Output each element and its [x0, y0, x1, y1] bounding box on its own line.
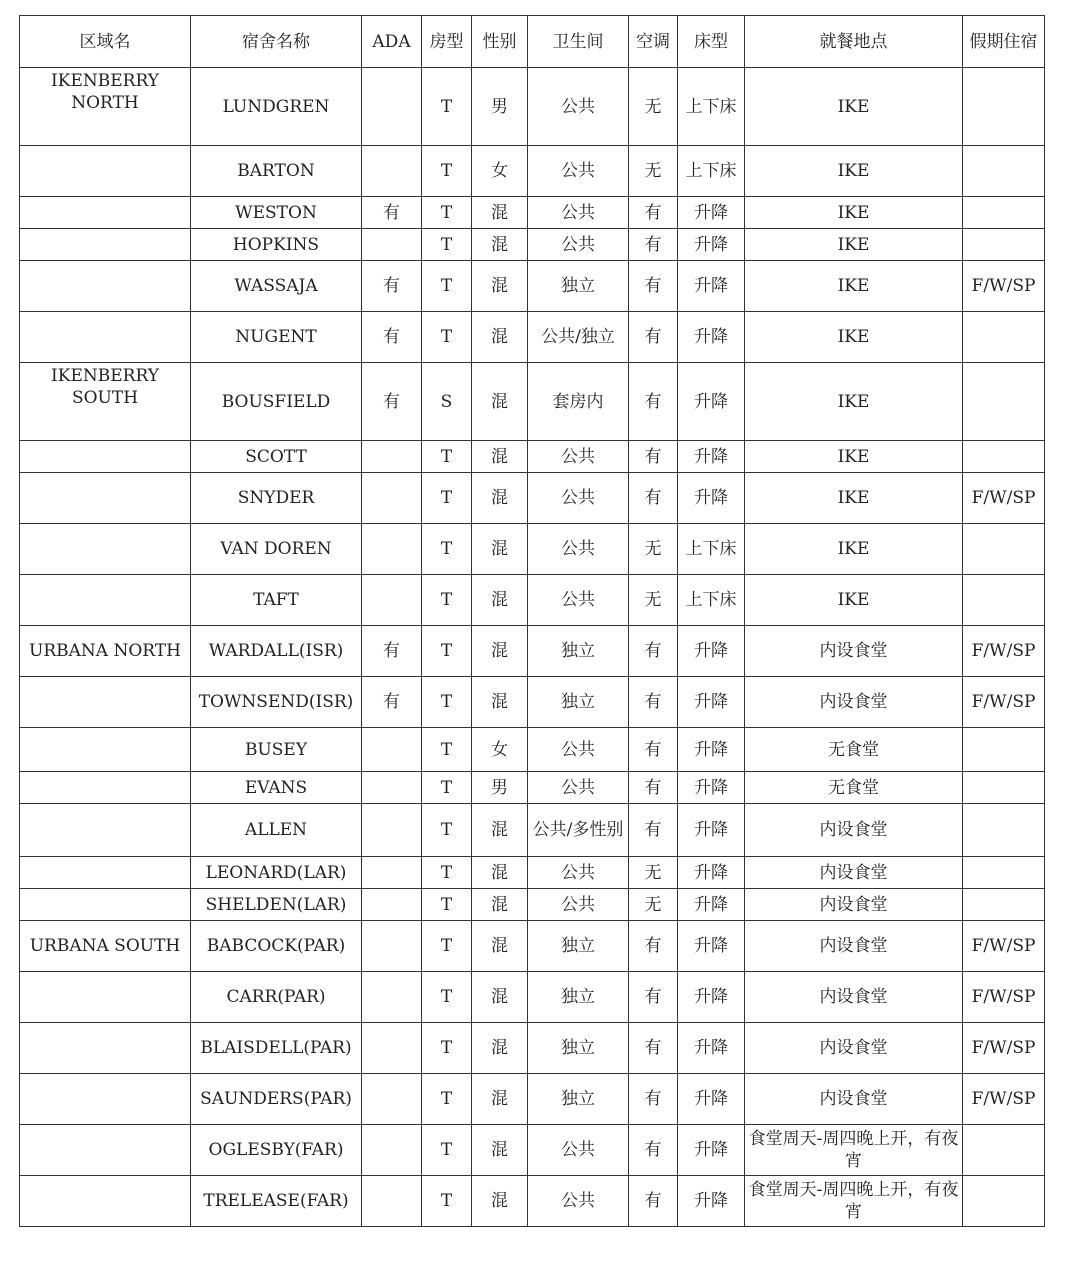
room-type-cell: T [422, 804, 472, 857]
dining-cell: 内设食堂 [745, 889, 963, 921]
ada-cell [362, 1125, 422, 1176]
bed-type-cell: 上下床 [678, 68, 745, 146]
room-type-cell: T [422, 772, 472, 804]
gender-cell: 混 [472, 363, 528, 441]
ada-cell [362, 575, 422, 626]
header-ada: ADA [362, 16, 422, 68]
table-row [20, 524, 1045, 575]
gender-cell: 混 [472, 626, 528, 677]
dorm-name-cell: BOUSFIELD [191, 363, 362, 441]
ada-cell [362, 146, 422, 197]
ada-cell [362, 1176, 422, 1227]
dorm-name-cell: TOWNSEND(ISR) [191, 677, 362, 728]
holiday-cell: F/W/SP [963, 921, 1045, 972]
dining-cell: IKE [745, 441, 963, 473]
ac-cell: 有 [629, 677, 678, 728]
bed-type-cell: 升降 [678, 728, 745, 772]
dining-cell: 内设食堂 [745, 1074, 963, 1125]
ac-cell: 有 [629, 1125, 678, 1176]
ac-cell: 无 [629, 575, 678, 626]
dormitory-table [19, 15, 1045, 1227]
holiday-cell [963, 728, 1045, 772]
table-row [20, 1074, 1045, 1125]
gender-cell: 混 [472, 921, 528, 972]
ac-cell: 有 [629, 363, 678, 441]
gender-cell: 混 [472, 857, 528, 889]
room-type-cell: T [422, 575, 472, 626]
region-cell [20, 146, 191, 197]
dorm-name-cell: BABCOCK(PAR) [191, 921, 362, 972]
bed-type-cell: 升降 [678, 312, 745, 363]
table-body [20, 68, 1045, 1227]
bathroom-cell: 套房内 [528, 363, 629, 441]
room-type-cell: T [422, 1023, 472, 1074]
bathroom-cell: 公共 [528, 146, 629, 197]
bed-type-cell: 升降 [678, 363, 745, 441]
bed-type-cell: 升降 [678, 857, 745, 889]
bathroom-cell: 公共 [528, 68, 629, 146]
holiday-cell [963, 312, 1045, 363]
region-cell [20, 1176, 191, 1227]
dorm-name-cell: BUSEY [191, 728, 362, 772]
holiday-cell: F/W/SP [963, 261, 1045, 312]
room-type-cell: T [422, 197, 472, 229]
gender-cell: 混 [472, 677, 528, 728]
bathroom-cell: 独立 [528, 1074, 629, 1125]
region-cell: URBANA SOUTH [20, 921, 191, 972]
bed-type-cell: 升降 [678, 197, 745, 229]
bathroom-cell: 公共 [528, 473, 629, 524]
region-cell [20, 312, 191, 363]
table-row [20, 1125, 1045, 1176]
dining-cell: IKE [745, 146, 963, 197]
region-cell [20, 441, 191, 473]
region-cell [20, 857, 191, 889]
ada-cell [362, 889, 422, 921]
dorm-name-cell: NUGENT [191, 312, 362, 363]
gender-cell: 混 [472, 441, 528, 473]
bathroom-cell: 公共 [528, 197, 629, 229]
gender-cell: 混 [472, 1023, 528, 1074]
table-row [20, 889, 1045, 921]
gender-cell: 混 [472, 261, 528, 312]
bathroom-cell: 公共 [528, 772, 629, 804]
ac-cell: 有 [629, 1176, 678, 1227]
region-cell [20, 728, 191, 772]
ac-cell: 无 [629, 524, 678, 575]
ada-cell: 有 [362, 312, 422, 363]
bed-type-cell: 上下床 [678, 146, 745, 197]
gender-cell: 混 [472, 1125, 528, 1176]
region-cell [20, 972, 191, 1023]
bed-type-cell: 升降 [678, 473, 745, 524]
bathroom-cell: 公共 [528, 229, 629, 261]
table-row [20, 441, 1045, 473]
ac-cell: 无 [629, 889, 678, 921]
gender-cell: 混 [472, 473, 528, 524]
gender-cell: 混 [472, 889, 528, 921]
region-cell [20, 229, 191, 261]
ada-cell [362, 728, 422, 772]
dorm-name-cell: SCOTT [191, 441, 362, 473]
bed-type-cell: 升降 [678, 626, 745, 677]
ac-cell: 有 [629, 441, 678, 473]
holiday-cell [963, 804, 1045, 857]
region-cell: IKENBERRY NORTH [20, 68, 191, 146]
bathroom-cell: 公共/多性别 [528, 804, 629, 857]
table-row [20, 1023, 1045, 1074]
gender-cell: 女 [472, 728, 528, 772]
room-type-cell: T [422, 441, 472, 473]
table-row [20, 772, 1045, 804]
gender-cell: 混 [472, 1074, 528, 1125]
table-row [20, 804, 1045, 857]
ada-cell [362, 473, 422, 524]
dorm-name-cell: WESTON [191, 197, 362, 229]
holiday-cell [963, 575, 1045, 626]
bathroom-cell: 公共 [528, 524, 629, 575]
ada-cell [362, 972, 422, 1023]
dining-cell: IKE [745, 229, 963, 261]
holiday-cell [963, 229, 1045, 261]
bathroom-cell: 独立 [528, 261, 629, 312]
bed-type-cell: 升降 [678, 1176, 745, 1227]
table-row [20, 261, 1045, 312]
holiday-cell: F/W/SP [963, 1023, 1045, 1074]
dorm-name-cell: CARR(PAR) [191, 972, 362, 1023]
ac-cell: 有 [629, 626, 678, 677]
region-cell [20, 473, 191, 524]
dorm-name-cell: BARTON [191, 146, 362, 197]
region-cell [20, 677, 191, 728]
dorm-name-cell: TRELEASE(FAR) [191, 1176, 362, 1227]
region-cell [20, 804, 191, 857]
dining-cell: 食堂周天-周四晚上开，有夜宵 [745, 1125, 963, 1176]
holiday-cell: F/W/SP [963, 677, 1045, 728]
dorm-name-cell: WARDALL(ISR) [191, 626, 362, 677]
bed-type-cell: 升降 [678, 1023, 745, 1074]
ada-cell: 有 [362, 261, 422, 312]
room-type-cell: T [422, 146, 472, 197]
bathroom-cell: 公共 [528, 728, 629, 772]
region-cell [20, 1023, 191, 1074]
region-cell [20, 772, 191, 804]
ac-cell: 有 [629, 229, 678, 261]
ada-cell [362, 229, 422, 261]
ada-cell: 有 [362, 363, 422, 441]
holiday-cell [963, 68, 1045, 146]
ada-cell: 有 [362, 626, 422, 677]
dorm-name-cell: BLAISDELL(PAR) [191, 1023, 362, 1074]
room-type-cell: S [422, 363, 472, 441]
gender-cell: 混 [472, 524, 528, 575]
holiday-cell [963, 524, 1045, 575]
holiday-cell [963, 1125, 1045, 1176]
holiday-cell: F/W/SP [963, 473, 1045, 524]
header-air-conditioning: 空调 [629, 16, 678, 68]
table-row [20, 229, 1045, 261]
dining-cell: IKE [745, 261, 963, 312]
ada-cell [362, 524, 422, 575]
room-type-cell: T [422, 68, 472, 146]
gender-cell: 男 [472, 772, 528, 804]
ac-cell: 无 [629, 146, 678, 197]
dorm-name-cell: TAFT [191, 575, 362, 626]
bathroom-cell: 独立 [528, 1023, 629, 1074]
ada-cell [362, 804, 422, 857]
holiday-cell: F/W/SP [963, 972, 1045, 1023]
region-cell [20, 575, 191, 626]
table-row [20, 68, 1045, 146]
dorm-name-cell: EVANS [191, 772, 362, 804]
dining-cell: 食堂周天-周四晚上开，有夜宵 [745, 1176, 963, 1227]
region-cell [20, 524, 191, 575]
region-cell [20, 261, 191, 312]
ada-cell [362, 857, 422, 889]
region-cell: IKENBERRY SOUTH [20, 363, 191, 441]
dorm-name-cell: VAN DOREN [191, 524, 362, 575]
bathroom-cell: 公共 [528, 889, 629, 921]
holiday-cell [963, 146, 1045, 197]
bed-type-cell: 上下床 [678, 575, 745, 626]
header-dining: 就餐地点 [745, 16, 963, 68]
gender-cell: 女 [472, 146, 528, 197]
region-cell [20, 197, 191, 229]
dining-cell: 内设食堂 [745, 921, 963, 972]
room-type-cell: T [422, 261, 472, 312]
holiday-cell: F/W/SP [963, 626, 1045, 677]
gender-cell: 混 [472, 575, 528, 626]
ac-cell: 有 [629, 728, 678, 772]
header-region: 区域名 [20, 16, 191, 68]
bed-type-cell: 升降 [678, 1125, 745, 1176]
gender-cell: 混 [472, 312, 528, 363]
holiday-cell [963, 772, 1045, 804]
dorm-name-cell: OGLESBY(FAR) [191, 1125, 362, 1176]
room-type-cell: T [422, 677, 472, 728]
dining-cell: IKE [745, 68, 963, 146]
ada-cell [362, 772, 422, 804]
bathroom-cell: 公共/独立 [528, 312, 629, 363]
room-type-cell: T [422, 889, 472, 921]
header-row [20, 16, 1045, 68]
bed-type-cell: 升降 [678, 921, 745, 972]
bed-type-cell: 升降 [678, 441, 745, 473]
ac-cell: 有 [629, 1074, 678, 1125]
dining-cell: 内设食堂 [745, 804, 963, 857]
gender-cell: 混 [472, 804, 528, 857]
table-row [20, 921, 1045, 972]
holiday-cell [963, 1176, 1045, 1227]
ac-cell: 有 [629, 312, 678, 363]
ac-cell: 有 [629, 197, 678, 229]
header-dorm-name: 宿舍名称 [191, 16, 362, 68]
dorm-name-cell: ALLEN [191, 804, 362, 857]
region-cell [20, 1125, 191, 1176]
table-row [20, 575, 1045, 626]
dining-cell: 内设食堂 [745, 677, 963, 728]
holiday-cell [963, 363, 1045, 441]
dining-cell: IKE [745, 575, 963, 626]
ada-cell: 有 [362, 197, 422, 229]
dining-cell: 内设食堂 [745, 857, 963, 889]
header-bed-type: 床型 [678, 16, 745, 68]
ac-cell: 有 [629, 972, 678, 1023]
dining-cell: IKE [745, 363, 963, 441]
bed-type-cell: 升降 [678, 1074, 745, 1125]
holiday-cell [963, 197, 1045, 229]
table-row [20, 473, 1045, 524]
table-row [20, 197, 1045, 229]
table-row [20, 677, 1045, 728]
bathroom-cell: 公共 [528, 857, 629, 889]
bed-type-cell: 升降 [678, 889, 745, 921]
room-type-cell: T [422, 312, 472, 363]
ac-cell: 有 [629, 772, 678, 804]
ac-cell: 有 [629, 261, 678, 312]
bed-type-cell: 升降 [678, 677, 745, 728]
table-row [20, 363, 1045, 441]
holiday-cell: F/W/SP [963, 1074, 1045, 1125]
room-type-cell: T [422, 972, 472, 1023]
ada-cell [362, 1023, 422, 1074]
dining-cell: 无食堂 [745, 728, 963, 772]
dorm-name-cell: SNYDER [191, 473, 362, 524]
ac-cell: 有 [629, 804, 678, 857]
bathroom-cell: 独立 [528, 921, 629, 972]
table-row [20, 626, 1045, 677]
ac-cell: 无 [629, 857, 678, 889]
bathroom-cell: 公共 [528, 441, 629, 473]
ada-cell [362, 68, 422, 146]
room-type-cell: T [422, 473, 472, 524]
dining-cell: IKE [745, 473, 963, 524]
ac-cell: 无 [629, 68, 678, 146]
ac-cell: 有 [629, 473, 678, 524]
dorm-name-cell: SHELDEN(LAR) [191, 889, 362, 921]
bathroom-cell: 独立 [528, 972, 629, 1023]
room-type-cell: T [422, 921, 472, 972]
dorm-name-cell: WASSAJA [191, 261, 362, 312]
room-type-cell: T [422, 626, 472, 677]
table-row [20, 1176, 1045, 1227]
dining-cell: 内设食堂 [745, 972, 963, 1023]
bathroom-cell: 独立 [528, 626, 629, 677]
table-row [20, 972, 1045, 1023]
bathroom-cell: 公共 [528, 1176, 629, 1227]
header-bathroom: 卫生间 [528, 16, 629, 68]
bed-type-cell: 升降 [678, 229, 745, 261]
bed-type-cell: 升降 [678, 972, 745, 1023]
bed-type-cell: 升降 [678, 261, 745, 312]
bed-type-cell: 升降 [678, 804, 745, 857]
table-row [20, 312, 1045, 363]
region-cell: URBANA NORTH [20, 626, 191, 677]
room-type-cell: T [422, 857, 472, 889]
gender-cell: 混 [472, 197, 528, 229]
ada-cell [362, 1074, 422, 1125]
dorm-name-cell: SAUNDERS(PAR) [191, 1074, 362, 1125]
holiday-cell [963, 857, 1045, 889]
gender-cell: 混 [472, 229, 528, 261]
dining-cell: IKE [745, 312, 963, 363]
header-gender: 性别 [472, 16, 528, 68]
room-type-cell: T [422, 1176, 472, 1227]
header-room-type: 房型 [422, 16, 472, 68]
bathroom-cell: 独立 [528, 677, 629, 728]
gender-cell: 混 [472, 972, 528, 1023]
dining-cell: 内设食堂 [745, 1023, 963, 1074]
table-row [20, 857, 1045, 889]
dorm-name-cell: LEONARD(LAR) [191, 857, 362, 889]
table-row [20, 146, 1045, 197]
region-cell [20, 1074, 191, 1125]
room-type-cell: T [422, 728, 472, 772]
table-row [20, 728, 1045, 772]
ada-cell: 有 [362, 677, 422, 728]
gender-cell: 男 [472, 68, 528, 146]
room-type-cell: T [422, 229, 472, 261]
holiday-cell [963, 441, 1045, 473]
bathroom-cell: 公共 [528, 1125, 629, 1176]
bathroom-cell: 公共 [528, 575, 629, 626]
ac-cell: 有 [629, 921, 678, 972]
region-cell [20, 889, 191, 921]
ac-cell: 有 [629, 1023, 678, 1074]
ada-cell [362, 921, 422, 972]
dining-cell: IKE [745, 197, 963, 229]
header-holiday-housing: 假期住宿 [963, 16, 1045, 68]
bed-type-cell: 升降 [678, 772, 745, 804]
room-type-cell: T [422, 1125, 472, 1176]
dining-cell: 无食堂 [745, 772, 963, 804]
dorm-name-cell: HOPKINS [191, 229, 362, 261]
bed-type-cell: 上下床 [678, 524, 745, 575]
ada-cell [362, 441, 422, 473]
room-type-cell: T [422, 524, 472, 575]
dining-cell: 内设食堂 [745, 626, 963, 677]
dining-cell: IKE [745, 524, 963, 575]
dorm-name-cell: LUNDGREN [191, 68, 362, 146]
gender-cell: 混 [472, 1176, 528, 1227]
room-type-cell: T [422, 1074, 472, 1125]
holiday-cell [963, 889, 1045, 921]
